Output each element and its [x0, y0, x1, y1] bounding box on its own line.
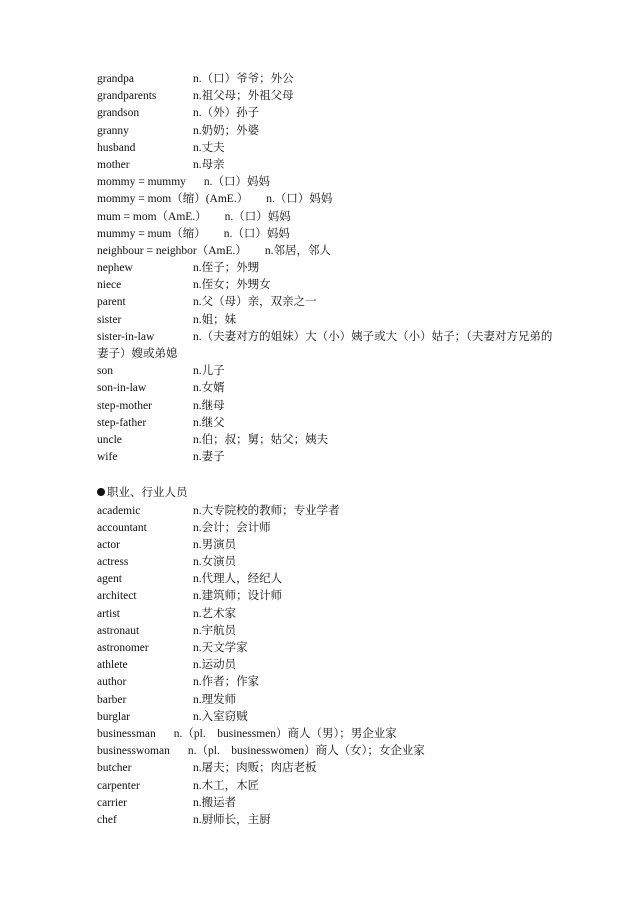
vocab-definition: n.会计；会计师 — [193, 521, 271, 534]
vocab-word: astronomer — [97, 642, 149, 655]
vocab-entry — [97, 380, 557, 397]
vocab-definition: n.（pl. businesswomen）商人（女）；女企业家 — [187, 745, 425, 758]
vocab-definition: n.天文学家 — [193, 642, 248, 655]
vocab-word: barber — [97, 693, 127, 706]
vocab-definition: n.木工，木匠 — [193, 779, 260, 792]
vocab-definition: n.男演员 — [193, 538, 237, 551]
vocab-word: astronaut — [97, 624, 140, 637]
vocab-word: businesswoman — [97, 745, 170, 758]
vocab-word: wife — [97, 451, 118, 464]
vocab-entry — [97, 157, 557, 174]
vocab-word: chef — [97, 813, 117, 826]
vocab-definition: n.（口）妈妈 — [224, 210, 291, 223]
vocab-word: athlete — [97, 659, 128, 672]
vocab-definition: n.奶奶；外婆 — [193, 124, 260, 137]
vocab-word: neighbour = neighbor（AmE.） — [97, 244, 247, 257]
vocab-word: mum = mom（AmE.） — [97, 210, 207, 223]
vocab-entry — [97, 692, 557, 709]
vocab-word: actor — [97, 538, 120, 551]
vocab-entry — [97, 398, 557, 415]
vocab-entry — [97, 709, 557, 726]
vocab-entry — [97, 432, 557, 449]
vocab-entry — [97, 415, 557, 432]
vocab-word: butcher — [97, 762, 132, 775]
vocab-word: mother — [97, 158, 130, 171]
vocab-definition: n.运动员 — [193, 659, 237, 672]
vocab-definition: n.继母 — [193, 399, 225, 412]
vocab-definition: n.祖父母；外祖父母 — [193, 90, 294, 103]
vocab-entry — [97, 760, 557, 777]
vocab-word: accountant — [97, 521, 147, 534]
vocab-entry — [97, 743, 557, 760]
vocab-definition: n.继父 — [193, 416, 225, 429]
jobs-section — [97, 503, 557, 830]
section-title: 职业、行业人员 — [107, 487, 188, 500]
vocab-entry — [97, 657, 557, 674]
vocab-entry — [97, 243, 557, 260]
vocab-entry — [97, 174, 557, 191]
vocab-word: uncle — [97, 433, 122, 446]
vocab-word: actress — [97, 556, 129, 569]
vocab-definition: n.作者；作家 — [193, 676, 260, 689]
vocab-word: sister-in-law — [97, 330, 155, 343]
vocab-definition: n.代理人，经纪人 — [193, 573, 283, 586]
section-gap — [97, 466, 557, 485]
vocab-word: carpenter — [97, 779, 140, 792]
vocab-definition: n.搬运者 — [193, 796, 237, 809]
vocab-definition: n.屠夫；肉贩；肉店老板 — [193, 762, 317, 775]
vocab-entry — [97, 554, 557, 571]
vocab-definition: n.（口）妈妈 — [266, 193, 333, 206]
bullet-icon — [97, 488, 105, 496]
vocab-entry — [97, 209, 557, 226]
vocab-definition: n.（口）妈妈 — [223, 227, 290, 240]
vocab-entry — [97, 640, 557, 657]
vocab-definition: n.建筑师；设计师 — [193, 590, 283, 603]
vocab-word: granny — [97, 124, 129, 137]
vocab-definition: n.（pl. businessmen）商人（男）；男企业家 — [173, 727, 397, 740]
vocab-definition: n.妻子 — [193, 451, 225, 464]
vocab-word: agent — [97, 573, 122, 586]
vocab-definition: n.邻居，邻人 — [264, 244, 332, 257]
vocab-word: mummy = mum（缩） — [97, 227, 206, 240]
vocab-entry — [97, 71, 557, 88]
vocab-entry — [97, 363, 557, 380]
vocab-word: son — [97, 365, 113, 378]
vocab-definition: n.儿子 — [193, 365, 225, 378]
section-heading — [97, 485, 557, 502]
vocab-definition: n.父（母）亲，双亲之一 — [193, 296, 317, 309]
vocab-word: grandpa — [97, 73, 135, 85]
vocab-word: son-in-law — [97, 382, 147, 395]
vocab-entry — [97, 329, 557, 363]
vocab-definition: n.（口）妈妈 — [203, 176, 271, 189]
vocab-entry — [97, 277, 557, 294]
vocab-definition: n.（外）孙子 — [193, 107, 260, 120]
vocab-definition: n.宇航员 — [193, 624, 237, 637]
vocab-word: author — [97, 676, 127, 689]
vocab-word: grandson — [97, 107, 140, 120]
vocab-entry — [97, 537, 557, 554]
vocab-definition: n.理发师 — [193, 693, 237, 706]
vocab-definition: n.侄女；外甥女 — [193, 279, 271, 292]
vocab-definition: n.女演员 — [193, 556, 237, 569]
vocab-entry — [97, 623, 557, 640]
vocab-word: businessman — [97, 727, 156, 740]
vocab-word: mommy = mom（缩）(AmE.） — [97, 193, 249, 206]
vocab-definition: n.（夫妻对方的姐妹）大（小）姨子或大（小）姑子；（夫妻对方兄弟的妻子）嫂或弟媳 — [97, 330, 553, 361]
vocab-word: academic — [97, 504, 141, 517]
vocab-word: parent — [97, 296, 126, 309]
vocab-entry — [97, 105, 557, 122]
vocab-word: step-mother — [97, 399, 152, 412]
vocab-word: carrier — [97, 796, 127, 809]
vocab-definition: n.丈夫 — [193, 141, 225, 154]
vocab-entry — [97, 88, 557, 105]
vocab-definition: n.（口）爷爷；外公 — [193, 73, 294, 85]
vocab-definition: n.伯；叔；舅；姑父；姨夫 — [193, 433, 329, 446]
vocab-definition: n.侄子；外甥 — [193, 262, 260, 275]
vocabulary-list — [97, 71, 557, 829]
vocab-definition: n.大专院校的教师；专业学者 — [193, 504, 340, 517]
vocab-word: burglar — [97, 710, 131, 723]
vocab-word: step-father — [97, 416, 147, 429]
vocab-entry — [97, 674, 557, 691]
vocab-entry — [97, 520, 557, 537]
vocab-word: husband — [97, 141, 136, 154]
vocab-word: architect — [97, 590, 137, 603]
vocab-entry — [97, 226, 557, 243]
vocab-entry — [97, 449, 557, 466]
vocab-word: nephew — [97, 262, 133, 275]
vocab-word: niece — [97, 279, 122, 292]
vocab-entry — [97, 588, 557, 605]
vocab-definition: n.厨师长，主厨 — [193, 813, 271, 826]
vocab-entry — [97, 726, 557, 743]
vocab-definition: n.艺术家 — [193, 607, 237, 620]
vocab-entry — [97, 778, 557, 795]
vocab-definition: n.母亲 — [193, 158, 225, 171]
vocab-word: mommy = mummy — [97, 176, 186, 189]
vocab-entry — [97, 606, 557, 623]
vocab-entry — [97, 260, 557, 277]
vocab-entry — [97, 503, 557, 520]
vocab-word: grandparents — [97, 90, 157, 103]
vocab-entry — [97, 294, 557, 311]
vocab-definition: n.女婿 — [193, 382, 225, 395]
vocab-entry — [97, 140, 557, 157]
vocab-definition: n.姐；妹 — [193, 313, 237, 326]
vocab-entry — [97, 191, 557, 208]
vocab-entry — [97, 795, 557, 812]
vocab-entry — [97, 812, 557, 829]
vocab-entry — [97, 571, 557, 588]
vocab-definition: n.入室窃贼 — [193, 710, 248, 723]
vocab-entry — [97, 123, 557, 140]
family-section — [97, 71, 557, 466]
vocab-word: artist — [97, 607, 120, 620]
vocab-entry — [97, 312, 557, 329]
vocab-word: sister — [97, 313, 122, 326]
